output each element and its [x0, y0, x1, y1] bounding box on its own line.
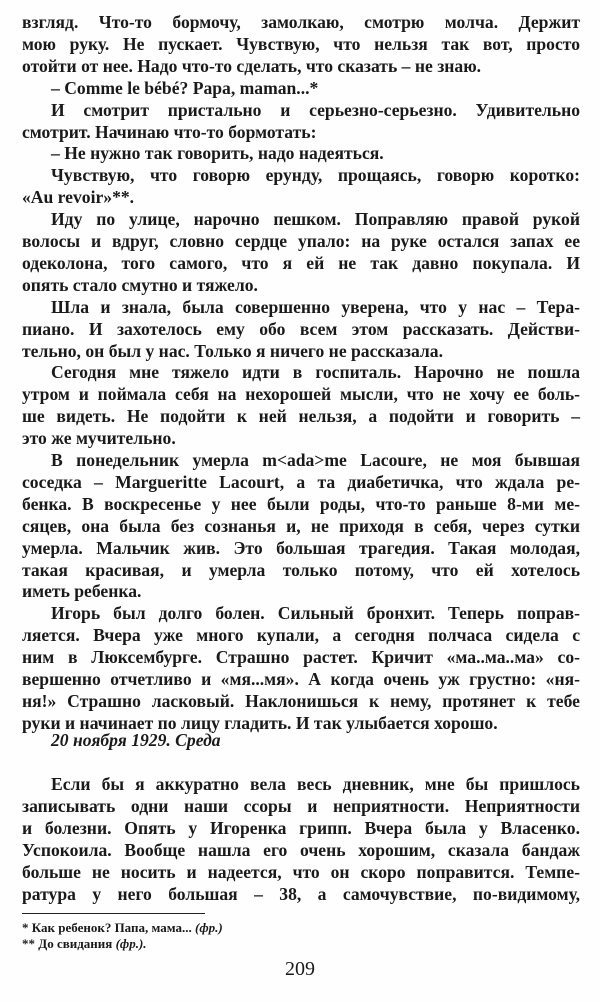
text-line: смотрит. Начинаю что-то бормотать: — [22, 121, 317, 142]
text-line: – Comme le bébé? Papa, maman...* — [51, 77, 319, 98]
heading-text: 20 ноября 1929. Среда — [51, 730, 221, 750]
text-line: и болезни. Опять у Игоренка грипп. Вчера была у Власенко. — [22, 817, 580, 838]
text-line: утром и поймала себя на нехорошей мысли, что не хочу ее боль- — [22, 384, 580, 405]
footnote-marker: ** — [22, 936, 35, 951]
text-line: тельно, он был у нас. Только я ничего не рассказала. — [22, 340, 443, 361]
text-line: ратура у него большая – 38, а самочувствие, по-видимому, — [22, 883, 580, 904]
footnote-text: До свидания — [38, 936, 113, 951]
text-line: такая красивая, и умерла только потому, что ей хотелось — [22, 559, 580, 580]
text-line: И смотрит пристально и серьезно-серьезно. Удивительно — [51, 99, 580, 120]
text-line: В понедельник умерла m<ada>me Lacoure, не моя бывшая — [51, 450, 580, 470]
footnote-text: Как ребенок? Папа, мама... — [31, 920, 192, 935]
text-line: вершенно отчетливо и «мя...мя». А когда очень уж грустно: «ня- — [22, 669, 580, 689]
text-line: соседка – Margueritte Lacourt, а та диабетичка, что ждала ре- — [22, 471, 580, 492]
text-line: Иду по улице, нарочно пешком. Поправляю правой рукой — [51, 209, 580, 230]
text-line: Если бы я аккуратно вела весь дневник, мне бы пришлось — [51, 774, 580, 794]
text-line: бенка. В воскресенье у нее были роды, что-то раньше 8-ми ме- — [22, 493, 580, 514]
text-line: Успокоила. Вообще нашла его очень хорошим, сказала бандаж — [22, 839, 580, 860]
text-line: умерла. Мальчик жив. Это большая трагедия. Такая молодая, — [22, 537, 580, 558]
text-line: руки и начинает по лицу гладить. И так улыбается хорошо. — [22, 712, 498, 733]
text-line: ше видеть. Не подойти к ней нельзя, а подойти и говорить – — [22, 406, 580, 427]
text-line: взгляд. Что-то бормочу, замолкаю, смотрю молча. Держит — [22, 12, 580, 32]
footnote-lang: (фр.) — [195, 920, 223, 935]
text-line: отойти от нее. Надо что-то сделать, что сказать – не знаю. — [22, 55, 482, 76]
text-line: пиано. И захотелось ему обо всем этом рассказать. Действи- — [22, 318, 580, 339]
text-line: иметь ребенка. — [22, 581, 142, 602]
footnote-1 — [22, 920, 223, 936]
text-line: сяцев, она была без сознанья и, не приходя в себя, через сутки — [22, 515, 580, 536]
footnote-divider — [22, 913, 205, 914]
text-line: мою руку. Не пускает. Чувствую, что нельзя так вот, просто — [22, 33, 580, 54]
text-line: Шла и знала, была совершенно уверена, что у нас – Тера- — [51, 296, 580, 317]
text-line: Игорь был долго болен. Сильный бронхит. Теперь поправ- — [51, 603, 580, 624]
text-line: – Не нужно так говорить, надо надеяться. — [51, 143, 384, 164]
text-line: «Au revoir»**. — [22, 187, 135, 208]
text-line: Сегодня мне тяжело идти в госпиталь. Нарочно не пошла — [51, 362, 580, 383]
text-line: больше не носить и надеется, что он скоро поправится. Темпе- — [22, 861, 580, 882]
text-line: ня!» Страшно ласковый. Наклонишься к нему, протянет к тебе — [22, 690, 580, 711]
diary-entry-heading — [51, 730, 221, 751]
footnote-lang: (фр.). — [115, 936, 147, 951]
footnote-2 — [22, 936, 147, 952]
page-number: 209 — [285, 958, 315, 980]
text-line: ляется. Вчера уже много купали, а сегодня полчаса сидела с — [22, 625, 580, 646]
text-line: волосы и вдруг, словно сердце упало: на руке остался запах ее — [22, 231, 580, 251]
text-line: это же мучительно. — [22, 428, 176, 449]
text-line: ним в Люксембурге. Страшно растет. Кричит «ма..ма..ма» со- — [22, 647, 580, 668]
text-line: опять стало смутно и тяжело. — [22, 274, 258, 295]
footnote-marker: * — [22, 920, 29, 935]
text-line: одеколона, того самого, что я ей не так давно покупала. И — [22, 252, 580, 273]
text-line: записывать одни наши ссоры и неприятности. Неприятности — [22, 795, 580, 816]
text-line: Чувствую, что говорю ерунду, прощаясь, говорю коротко: — [51, 165, 580, 186]
